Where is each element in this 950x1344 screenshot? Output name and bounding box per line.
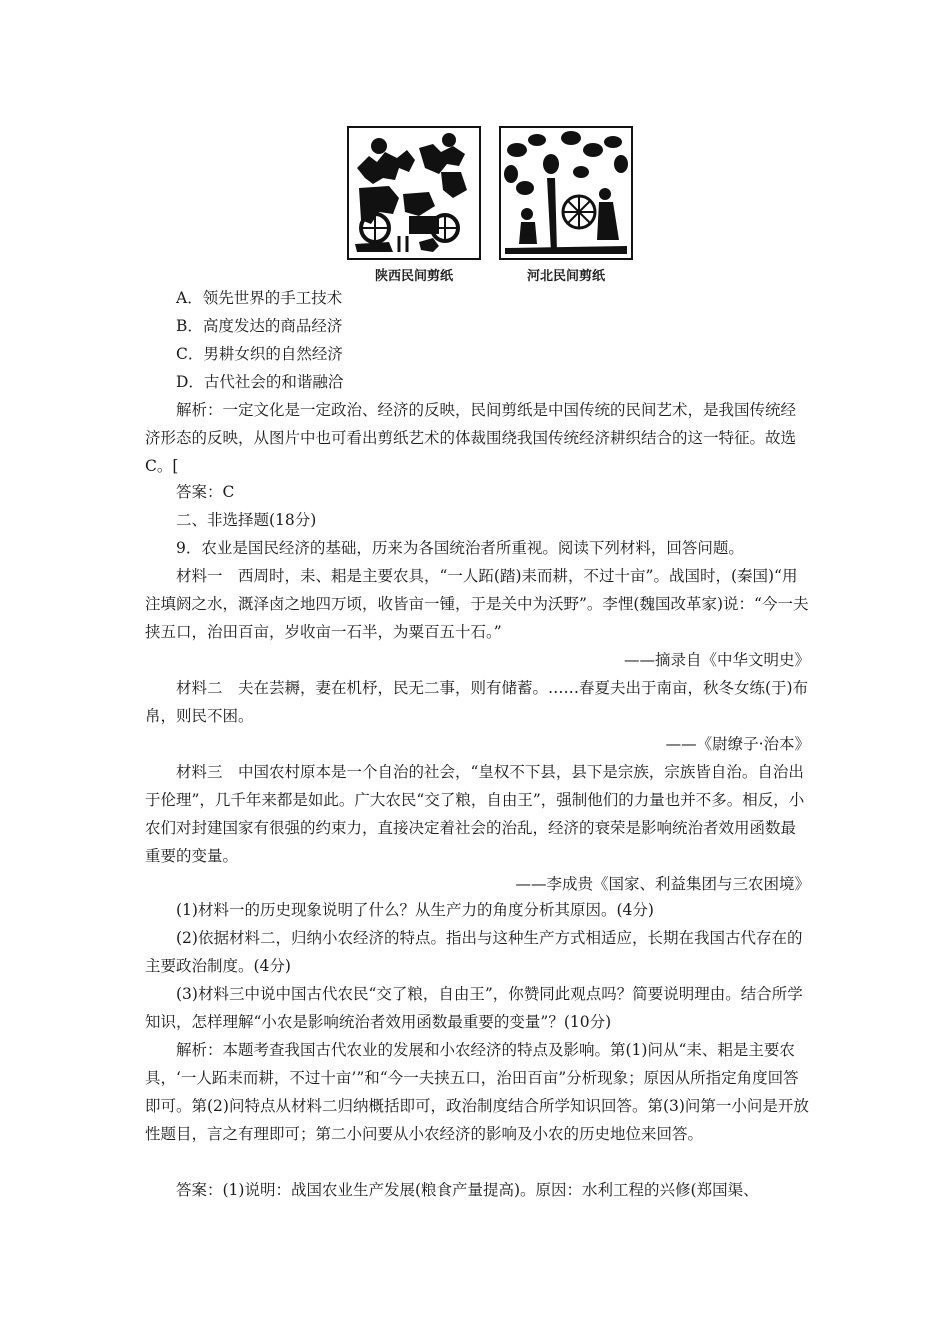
answer-q8: 答案：C [176,483,235,501]
question-9-intro: 9．农业是国民经济的基础，历来为各国统治者所重视。阅读下列材料，回答问题。 [176,539,744,557]
analysis-q8-text: 解析：一定文化是一定政治、经济的反映，民间剪纸是中国传统的民间艺术，是我国传统经济形态的反映，从图片中也可看出剪纸艺术的体裁围绕我国传统经济耕织结合的这一特征。故选C。[ [145,401,797,475]
material-2 [145,674,810,730]
option-b: B．高度发达的商品经济 [176,317,343,335]
shaanxi-caption: 陕西民间剪纸 [374,269,453,284]
hebei-caption: 河北民间剪纸 [526,269,605,284]
answer-q9 [145,1176,810,1204]
material-2-text: 材料二 夫在芸耨，妻在机杼，民无二事，则有储蓄。……春夏夫出于南亩，秋冬女练(于)布帛，则民不困。 [145,679,809,725]
material-3-source: ——李成贵《国家、利益集团与三农困境》 [515,875,810,893]
answer-q9-text: 答案：(1)说明：战国农业生产发展(粮食产量提高)。原因：水利工程的兴修(郑国渠、 [176,1181,759,1199]
material-3-text: 材料三 中国农村原本是一个自治的社会，“皇权不下县，县下是宗族，宗族皆自治。自治出于伦理”，几千年来都是如此。广大农民“交了粮，自由王”，强制他们的力量也并不多。相反，小农们对封建国家有很强的约束力，直接决定着社会的治乱，经济的衰荣是影响统治者效用函数最重要的变量。 [145,763,805,865]
option-a: A．领先世界的手工技术 [176,289,343,307]
question-1 [145,896,810,924]
hebei-paper-cut-drawing [501,128,631,258]
analysis-q9-text: 解析：本题考查我国古代农业的发展和小农经济的特点及影响。第(1)问从“耒、耜是主要农具，‘一人跖耒而耕，不过十亩’”和“今一夫挟五口，治田百亩”分析现象；原因从所指定角度回答即可。第(2)问特点从材料二归纳概括即可，政治制度结合所学知识回答。第(3)问第一小问是开放性题目，言之有理即可；第二小问要从小农经济的影响及小农的历史地位来回答。 [145,1041,809,1143]
question-3 [145,980,810,1036]
material-3 [145,758,810,870]
shaanxi-paper-cut-image [347,126,481,260]
option-d: D．古代社会的和谐融洽 [176,373,344,391]
material-1 [145,562,810,646]
question-1-text: (1)材料一的历史现象说明了什么？从生产力的角度分析其原因。(4分) [176,901,654,919]
material-1-source: ——摘录自《中华文明史》 [623,651,810,669]
hebei-paper-cut-image [499,126,633,260]
material-1-text: 材料一 西周时，耒、耜是主要农具，“一人跖(踏)耒而耕，不过十亩”。战国时，(秦国)“用注填阏之水，溉泽卤之地四万顷，收皆亩一锺，于是关中为沃野”。李悝(魏国改革家)说：“今一夫挟五口，治田百亩，岁收亩一石半，为粟百五十石。” [145,567,809,641]
material-2-source: ——《尉缭子·治本》 [665,735,810,753]
shaanxi-paper-cut-drawing [349,128,479,258]
paper-cut-figures [347,126,637,286]
question-2-text: (2)依据材料二，归纳小农经济的特点。指出与这种生产方式相适应，长期在我国古代存在的主要政治制度。(4分) [145,929,803,975]
question-2 [145,924,810,980]
analysis-q8 [145,396,810,480]
question-3-text: (3)材料三中说中国古代农民“交了粮，自由王”，你赞同此观点吗？简要说明理由。结合所学知识，怎样理解“小农是影响统治者效用函数最重要的变量”？(10分) [145,985,803,1031]
analysis-q9 [145,1036,810,1148]
section-heading: 二、非选择题(18分) [176,511,317,529]
option-c: C．男耕女织的自然经济 [176,345,343,363]
